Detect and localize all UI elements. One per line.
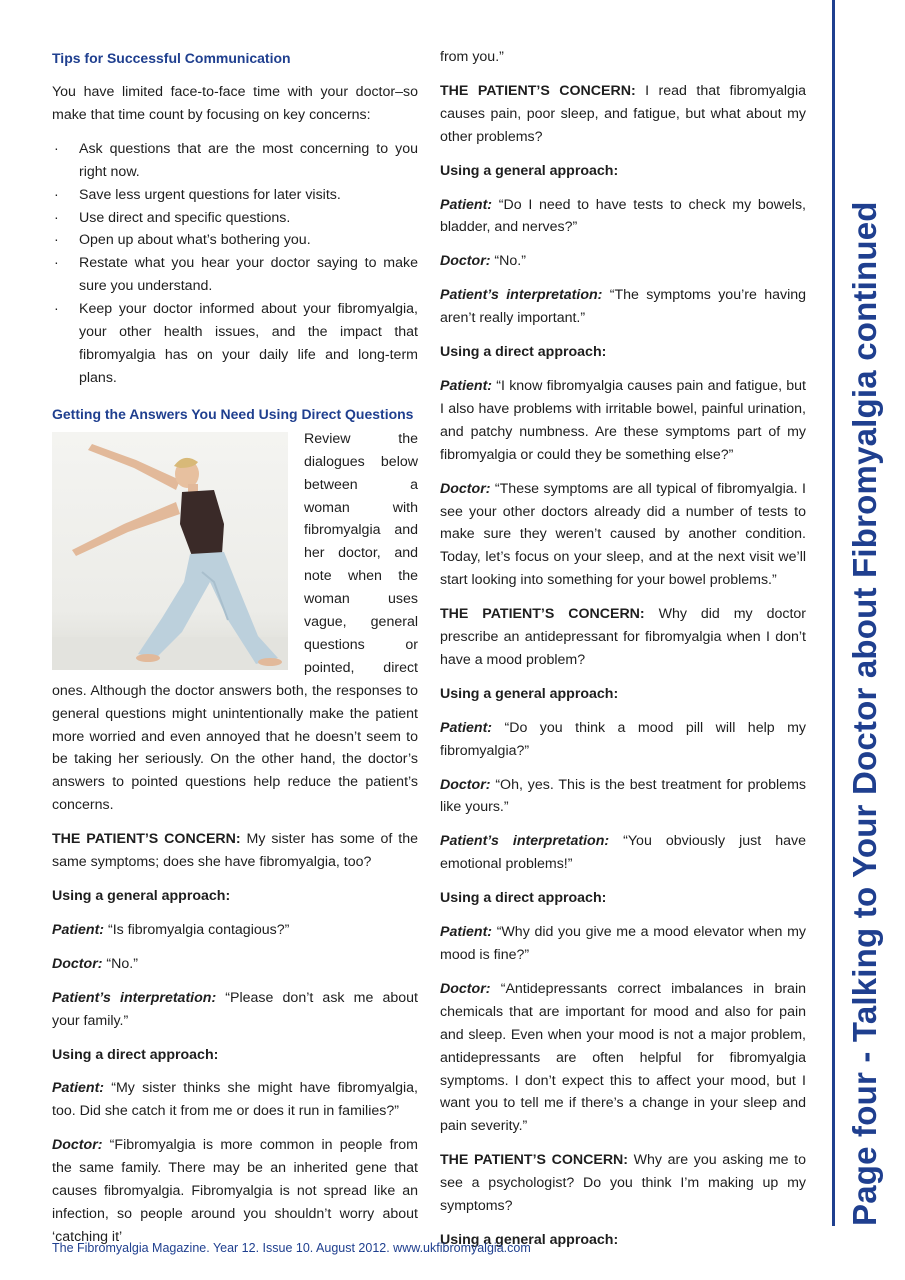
list-item: · Save less urgent questions for later visits. [52, 184, 418, 207]
general-approach-2: Using a general approach: [440, 162, 619, 179]
concern-3: THE PATIENT’S CONCERN: Why did my doctor prescribe an antidepressant for fibromyalgia when I don’t have a mood problem? [440, 606, 807, 668]
g1-patient: Patient: “Is fibromyalgia contagious?” [52, 921, 290, 938]
d2-doctor: Doctor: “These symptoms are all typical of fibromyalgia. I see your other doctors already did a number of tests to make sure they weren’t caused by another condition. Today, let’s focus on your sleep, and at the next visit we’ll start looking into something for your bowel problems.” [440, 480, 806, 589]
d3-patient: Patient: “Why did you give me a mood elevator when my mood is fine?” [440, 924, 806, 963]
direct-approach-1: Using a direct approach: [52, 1046, 219, 1063]
list-item: · Open up about what’s bothering you. [52, 229, 418, 252]
g3-interpretation: Patient’s interpretation: “You obviously just have emotional problems!” [440, 833, 807, 873]
tips-intro: You have limited face-to-face time with your doctor–so make that time count by focusing on key concerns: [52, 84, 418, 123]
g2-interpretation: Patient’s interpretation: “The symptoms you’re having aren’t really important.” [440, 287, 807, 327]
bullet-icon: · [54, 186, 59, 203]
page-footer: The Fibromyalgia Magazine. Year 12. Issue 10. August 2012. www.ukfibromyalgia.com [52, 1241, 531, 1255]
bullet-icon: · [54, 301, 59, 318]
continued-text: from you.” [440, 49, 504, 65]
bullet-icon: · [54, 140, 59, 157]
general-approach-3: Using a general approach: [440, 685, 619, 702]
list-item: · Restate what you hear your doctor saying to make sure you understand. [52, 252, 418, 298]
list-item: · Keep your doctor informed about your fibromyalgia, your other health issues, and the impact that fibromyalgia has on your daily life and long-term plans. [52, 298, 418, 390]
g2-patient: Patient: “Do I need to have tests to check my bowels, bladder, and nerves?” [440, 196, 806, 236]
g3-doctor: Doctor: “Oh, yes. This is the best treatment for problems like yours.” [440, 776, 806, 816]
g2-doctor: Doctor: “No.” [440, 253, 526, 270]
woman-stretching-photo [52, 432, 288, 672]
general-approach-1: Using a general approach: [52, 888, 231, 904]
right-column [440, 46, 806, 1252]
answers-body: Review the dialogues below between a woman with fibromyalgia and her doctor, and note when the woman uses vague, general questions or pointed, direct ones. Although the doctor answers both, the responses to general questions might unintentionally make the patient more worried and even annoyed that he doesn’t seem to be taking her seriously. On the other hand, the doctor’s answers to pointed questions help reduce the patient’s concerns. [52, 430, 418, 814]
answers-heading: Getting the Answers You Need Using Direct Questions [52, 405, 414, 422]
concern-4: THE PATIENT’S CONCERN: Why are you asking me to see a psychologist? Do you think I’m making up my symptoms? [440, 1152, 806, 1215]
d3-doctor: Doctor: “Antidepressants correct imbalances in brain chemicals that are important for mood and also for pain and sleep. Even when your mood is not a major problem, antidepressants are often helpful for fibromyalgia symptoms. I don’t expect this to affect your mood, but I want you to tell me if there’s a change in your sleep and pain severity.” [440, 980, 806, 1135]
general-approach-4: Using a general approach: [440, 1231, 619, 1248]
answers-section [52, 428, 418, 817]
d2-patient: Patient: “I know fibromyalgia causes pain and fatigue, but I also have problems with irritable bowel, painful urination, and patchy numbness. Are these symptoms part of my fibromyalgia or could they be something else?” [440, 377, 806, 463]
concern-2: THE PATIENT’S CONCERN: I read that fibromyalgia causes pain, poor sleep, and fatigue, but what about my other problems? [440, 82, 806, 145]
direct-approach-2: Using a direct approach: [440, 344, 607, 361]
bullet-icon: · [54, 232, 59, 249]
page-title: Page four - Talking to Your Doctor about Fibromyalgia continued [846, 201, 883, 1226]
bullet-icon: · [54, 255, 59, 272]
g1-interpretation: Patient’s interpretation: “Please don’t ask me about your family.” [52, 989, 418, 1029]
list-item: · Ask questions that are the most concerning to you right now. [52, 138, 418, 184]
list-item: · Use direct and specific questions. [52, 207, 418, 230]
tips-list [52, 138, 418, 390]
bullet-icon: · [54, 209, 59, 226]
g1-doctor: Doctor: “No.” [52, 955, 138, 972]
d1-doctor: Doctor: “Fibromyalgia is more common in people from the same family. There may be an inherited gene that causes fibromyalgia. Fibromyalgia is not spread like an infection, so people around you shouldn’t worry about ‘catching it’ [52, 1137, 418, 1245]
left-column [52, 46, 418, 1249]
tips-heading: Tips for Successful Communication [52, 50, 291, 66]
direct-approach-3: Using a direct approach: [440, 890, 607, 907]
concern-1: THE PATIENT’S CONCERN: My sister has some of the same symptoms; does she have fibromyalgia, too? [52, 831, 418, 871]
d1-patient: Patient: “My sister thinks she might have fibromyalgia, too. Did she catch it from me or does it run in families?” [52, 1080, 418, 1120]
g3-patient: Patient: “Do you think a mood pill will help my fibromyalgia?” [440, 719, 806, 759]
side-rule [832, 0, 835, 1226]
